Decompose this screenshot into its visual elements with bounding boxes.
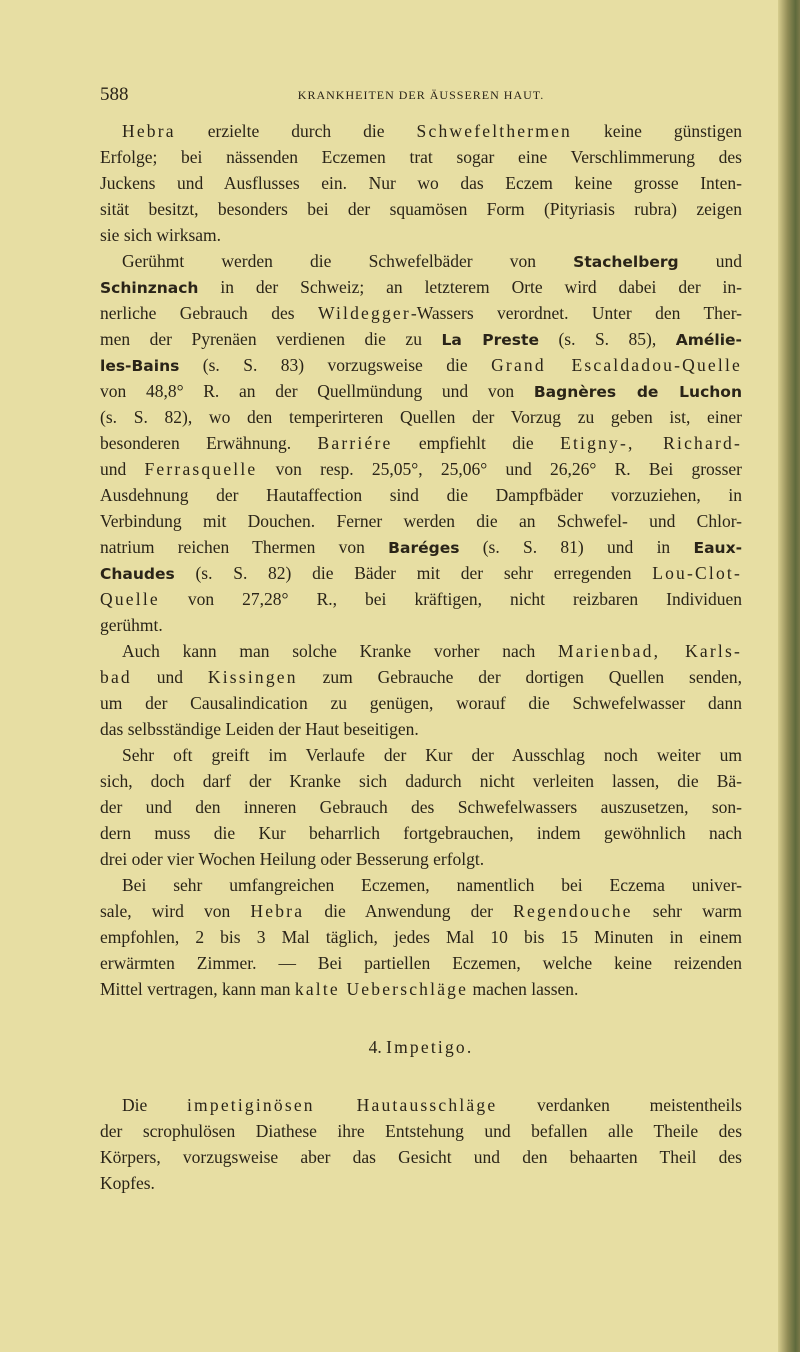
spacer: [100, 1060, 742, 1092]
bold-place-name: Amélie-: [675, 331, 742, 349]
text-line: [100, 950, 742, 976]
spacer: [100, 1002, 742, 1034]
text-segment: sehr warm: [632, 901, 742, 921]
text-line: [100, 508, 742, 534]
text-segment: men der Pyrenäen verdienen die zu: [100, 329, 442, 349]
text-segment: (s. S. 83) vorzugsweise die: [179, 355, 492, 375]
section-heading: [100, 1034, 742, 1060]
text-segment: Kopfes.: [100, 1173, 155, 1193]
spaced-emphasis: bad: [100, 667, 132, 687]
text-line: [100, 170, 742, 196]
text-segment: das selbsständige Leiden der Haut beseitigen.: [100, 719, 419, 739]
text-line: [100, 1170, 742, 1196]
text-segment: Bei sehr umfangreichen Eczemen, namentlich bei Eczema univer-: [122, 875, 742, 895]
text-segment: Die: [122, 1095, 187, 1115]
text-line: [100, 638, 742, 664]
page-body-text: [100, 118, 742, 1196]
spaced-emphasis: Ferrasquelle: [144, 459, 258, 479]
text-line: [100, 118, 742, 144]
text-segment: -Wassers verordnet. Unter den Ther-: [410, 303, 742, 323]
text-line: [100, 976, 742, 1002]
bold-place-name: Bagnères de Luchon: [533, 383, 742, 401]
text-segment: und: [678, 251, 743, 271]
text-segment: von 48,8° R. an der Quellmündung und von: [100, 381, 534, 401]
text-segment: drei oder vier Wochen Heilung oder Besserung erfolgt.: [100, 849, 485, 869]
text-line: [100, 846, 742, 872]
bold-place-name: Schinznach: [100, 279, 199, 297]
text-line: [100, 898, 742, 924]
text-segment: verdanken meistentheils: [497, 1095, 742, 1115]
text-line: [100, 326, 742, 352]
bold-place-name: Stachelberg: [573, 253, 679, 271]
text-line: [100, 768, 742, 794]
text-line: [100, 794, 742, 820]
text-line: [100, 872, 742, 898]
text-line: [100, 404, 742, 430]
text-line: [100, 482, 742, 508]
text-line: [100, 690, 742, 716]
text-segment: sität besitzt, besonders bei der squamösen Form (Pityriasis rubra) zeigen: [100, 199, 742, 219]
text-segment: natrium reichen Thermen von: [100, 537, 389, 557]
text-segment: der und den inneren Gebrauch des Schwefelwassers auszusetzen, son-: [100, 797, 742, 817]
bold-place-name: Chaudes: [100, 565, 175, 583]
text-segment: Sehr oft greift im Verlaufe der Kur der Ausschlag noch weiter um: [122, 745, 742, 765]
text-line: [100, 586, 742, 612]
text-line: [100, 1092, 742, 1118]
text-line: [100, 820, 742, 846]
text-line: [100, 1118, 742, 1144]
spaced-emphasis: kalte Ueberschläge: [294, 979, 469, 999]
bold-place-name: Eaux-: [693, 539, 742, 557]
text-line: [100, 534, 742, 560]
text-segment: Körpers, vorzugsweise aber das Gesicht und den behaarten Theil des: [100, 1147, 742, 1167]
spaced-emphasis: Barriére: [317, 433, 393, 453]
text-line: [100, 300, 742, 326]
text-line: [100, 430, 742, 456]
text-segment: Auch kann man solche Kranke vorher nach: [122, 641, 558, 661]
text-segment: von 27,28° R., bei kräftigen, nicht reizbaren Individuen: [159, 589, 742, 609]
text-segment: der scrophulösen Diathese ihre Entstehung und befallen alle Theile des: [100, 1121, 742, 1141]
spaced-emphasis: impetiginösen Hautausschläge: [187, 1095, 498, 1115]
spaced-emphasis: Regendouche: [513, 901, 633, 921]
page-number: 588: [100, 84, 129, 105]
text-line: [100, 664, 742, 690]
spaced-emphasis: Hebra: [122, 121, 176, 141]
text-segment: 4.: [368, 1037, 387, 1057]
text-line: [100, 378, 742, 404]
text-segment: (s. S. 81) und in: [459, 537, 694, 557]
text-line: [100, 456, 742, 482]
spaced-emphasis: Schwefelthermen: [416, 121, 572, 141]
text-segment: machen lassen.: [468, 979, 579, 999]
text-line: [100, 560, 742, 586]
spaced-emphasis: Etigny-, Richard-: [560, 433, 742, 453]
text-segment: von resp. 25,05°, 25,06° und 26,26° R. Bei grosser: [257, 459, 743, 479]
text-segment: in der Schweiz; an letzterem Orte wird dabei der in-: [198, 277, 742, 297]
text-segment: und: [131, 667, 208, 687]
text-line: [100, 274, 742, 300]
text-line: [100, 352, 742, 378]
bold-place-name: La Preste: [441, 331, 539, 349]
running-title: KRANKHEITEN DER ÄUSSEREN HAUT.: [297, 88, 545, 102]
spaced-emphasis: Impetigo.: [386, 1037, 474, 1057]
text-line: [100, 742, 742, 768]
text-segment: erwärmten Zimmer. — Bei partiellen Eczemen, welche keine reizenden: [100, 953, 742, 973]
spaced-emphasis: Wildegger: [317, 303, 411, 323]
text-line: [100, 716, 742, 742]
text-segment: dern muss die Kur beharrlich fortgebrauchen, indem gewöhnlich nach: [100, 823, 742, 843]
text-segment: empfohlen, 2 bis 3 Mal täglich, jedes Mal 10 bis 15 Minuten in einem: [100, 927, 742, 947]
text-line: [100, 144, 742, 170]
page-edge-shadow: [778, 0, 800, 1352]
text-segment: keine günstigen: [572, 121, 742, 141]
text-line: [100, 612, 742, 638]
text-segment: sie sich wirksam.: [100, 225, 222, 245]
text-segment: zum Gebrauche der dortigen Quellen senden,: [297, 667, 742, 687]
text-line: [100, 222, 742, 248]
text-segment: Erfolge; bei nässenden Eczemen trat sogar eine Verschlimmerung des: [100, 147, 742, 167]
spaced-emphasis: Grand Escaldadou-Quelle: [491, 355, 742, 375]
bold-place-name: Baréges: [388, 539, 460, 557]
text-segment: die Anwendung der: [304, 901, 514, 921]
text-segment: empfiehlt die: [392, 433, 561, 453]
text-segment: nerliche Gebrauch des: [100, 303, 318, 323]
text-segment: gerühmt.: [100, 615, 163, 635]
text-segment: Gerühmt werden die Schwefelbäder von: [122, 251, 574, 271]
text-line: [100, 248, 742, 274]
bold-place-name: les-Bains: [100, 357, 180, 375]
text-segment: besonderen Erwähnung.: [100, 433, 318, 453]
text-segment: Verbindung mit Douchen. Ferner werden die an Schwefel- und Chlor-: [100, 511, 742, 531]
spaced-emphasis: Marienbad, Karls-: [557, 641, 743, 661]
running-header: [100, 84, 742, 110]
text-segment: um der Causalindication zu genügen, worauf die Schwefelwasser dann: [100, 693, 742, 713]
text-segment: Mittel vertragen, kann man: [100, 979, 295, 999]
text-line: [100, 924, 742, 950]
text-segment: und: [100, 459, 145, 479]
text-segment: Juckens und Ausflusses ein. Nur wo das Eczem keine grosse Inten-: [100, 173, 742, 193]
text-line: [100, 196, 742, 222]
spaced-emphasis: Hebra: [250, 901, 305, 921]
spaced-emphasis: Lou-Clot-: [652, 563, 742, 583]
text-segment: sale, wird von: [100, 901, 251, 921]
text-segment: (s. S. 85),: [538, 329, 676, 349]
text-line: [100, 1144, 742, 1170]
spaced-emphasis: Quelle: [100, 589, 160, 609]
text-segment: Ausdehnung der Hautaffection sind die Dampfbäder vorzuziehen, in: [100, 485, 742, 505]
text-segment: erzielte durch die: [175, 121, 417, 141]
spaced-emphasis: Kissingen: [207, 667, 298, 687]
text-segment: (s. S. 82), wo den temperirteren Quellen der Vorzug zu geben ist, einer: [100, 407, 742, 427]
text-segment: (s. S. 82) die Bäder mit der sehr erregenden: [174, 563, 653, 583]
text-segment: sich, doch darf der Kranke sich dadurch nicht verleiten lassen, die Bä-: [100, 771, 742, 791]
